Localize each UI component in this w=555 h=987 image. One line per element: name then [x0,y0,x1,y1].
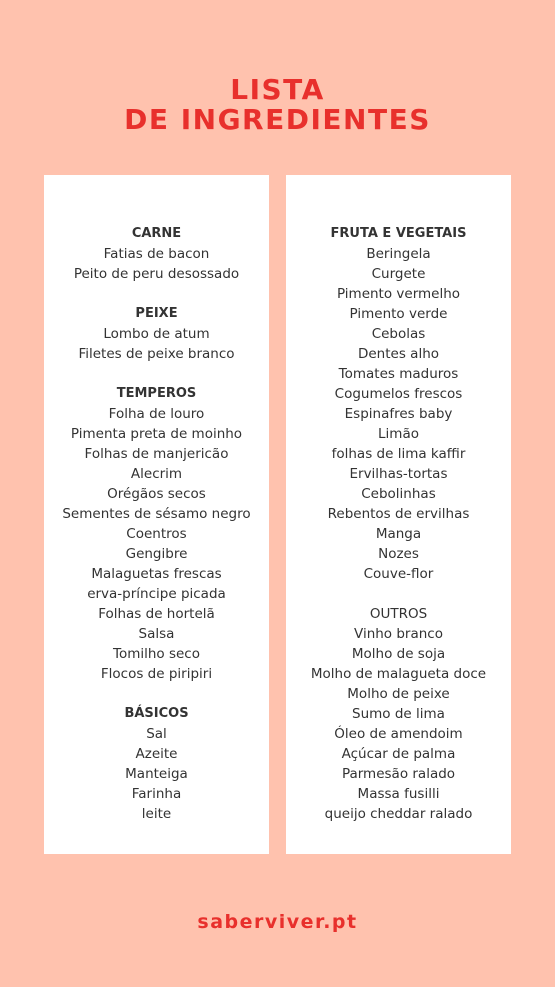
list-item: Peito de peru desossado [73,266,240,282]
section-basicos [44,704,269,824]
list-item: Farinha [131,786,182,802]
list-item: Sementes de sésamo negro [62,506,251,522]
list-item: Sal [146,726,167,742]
list-item: Folha de louro [108,406,205,422]
list-item: Dentes alho [357,346,440,362]
list-item: Gengibre [125,546,188,562]
list-item: Manteiga [125,766,188,782]
list-item: Cebolas [371,326,426,342]
title-line-2: DE INGREDIENTES [124,103,431,136]
list-item: Couve-flor [363,566,434,582]
section-peixe [44,304,269,364]
ingredients-card-right [286,175,511,854]
list-item: Tomilho seco [113,646,200,662]
list-item: Coentros [126,526,187,542]
list-item: erva-príncipe picada [87,586,226,602]
list-item: Orégãos secos [107,486,206,502]
section-fruta-vegetais [286,224,511,584]
list-item: Nozes [378,546,419,562]
list-item: Fatias de bacon [103,246,210,262]
list-item: Folhas de hortelã [98,606,215,622]
list-item: Pimento verde [349,306,448,322]
list-item: Lombo de atum [103,326,210,342]
list-item: Beringela [366,246,431,262]
list-item: Curgete [371,266,426,282]
footer-site-link[interactable]: saberviver.pt [197,911,358,933]
list-item: Flocos de piripiri [100,666,213,682]
list-item: Açúcar de palma [341,746,456,762]
list-item: Pimenta preta de moinho [70,426,243,442]
title-line-1: LISTA [230,73,325,106]
section-heading: BÁSICOS [124,706,189,721]
list-item: Espinafres baby [344,406,453,422]
list-item: Massa fusilli [357,786,440,802]
list-item: leite [141,806,172,822]
list-item: Molho de peixe [347,686,450,702]
section-heading: PEIXE [135,306,178,321]
list-item: Cogumelos frescos [334,386,463,402]
list-item: Rebentos de ervilhas [327,506,470,522]
list-item: Alecrim [130,466,183,482]
list-item: queijo cheddar ralado [324,806,473,822]
list-item: Sumo de lima [352,706,445,722]
list-item: Óleo de amendoim [334,726,463,742]
list-item: Folhas de manjericão [84,446,229,462]
list-item: Salsa [138,626,175,642]
list-item: Filetes de peixe branco [78,346,235,362]
list-item: Parmesão ralado [341,766,456,782]
list-item: Pimento vermelho [336,286,461,302]
list-item: Cebolinhas [361,486,436,502]
list-item: Malaguetas frescas [91,566,222,582]
list-item: Manga [375,526,422,542]
section-heading: OUTROS [369,606,428,622]
section-temperos [44,384,269,684]
list-item: folhas de lima kaffir [331,446,466,462]
list-item: Azeite [135,746,178,762]
section-heading: FRUTA E VEGETAIS [330,226,467,241]
list-item: Tomates maduros [338,366,459,382]
list-item: Molho de malagueta doce [310,666,487,682]
list-item: Vinho branco [354,626,443,642]
section-heading: CARNE [131,226,182,241]
list-item: Limão [378,426,419,442]
list-item: Molho de soja [351,646,446,662]
section-carne [44,224,269,284]
ingredients-card-left [44,175,269,854]
page-title [0,75,555,135]
list-item: Ervilhas-tortas [349,466,448,482]
section-heading: TEMPEROS [116,386,197,401]
section-outros [286,604,511,824]
